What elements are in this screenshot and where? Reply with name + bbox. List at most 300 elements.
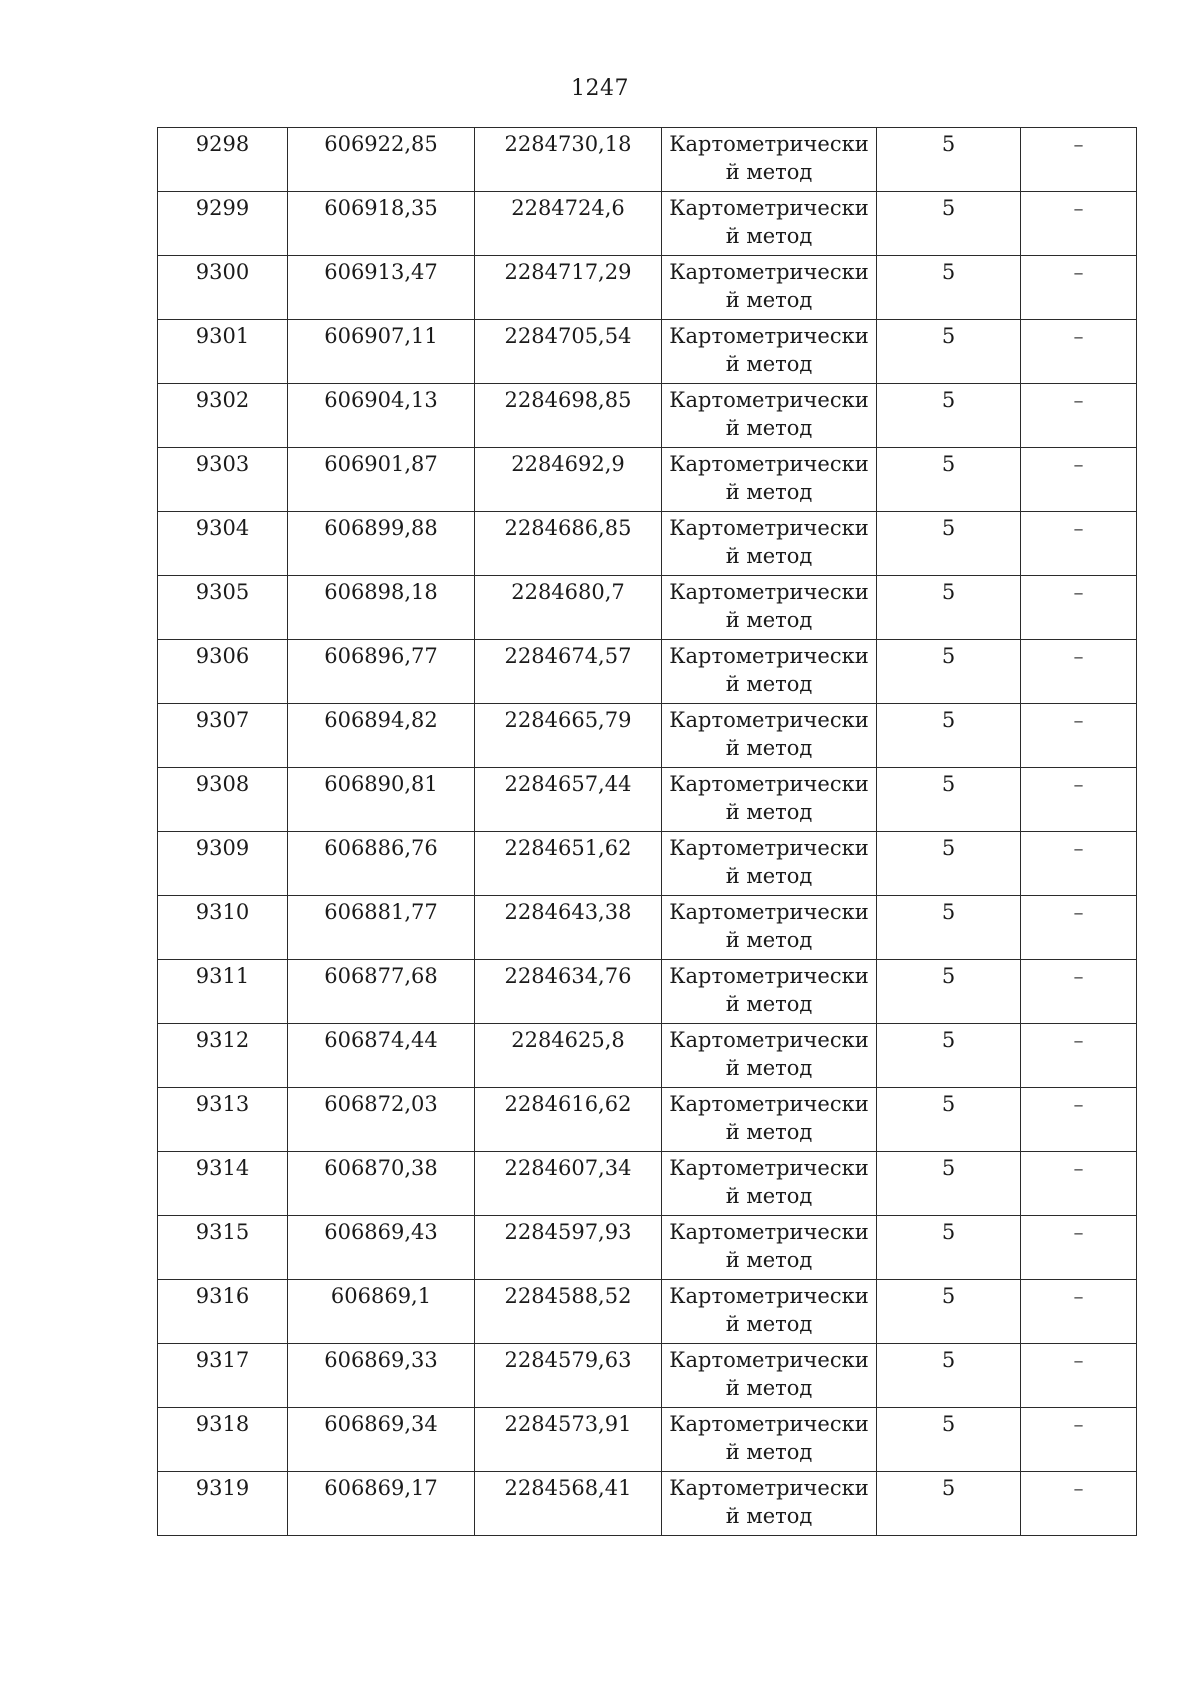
- note-cell: [1021, 256, 1137, 320]
- point-number-text: 9311: [195, 964, 250, 988]
- accuracy-cell: [877, 512, 1021, 576]
- point-number-text: 9314: [195, 1156, 250, 1180]
- point-number-cell: [158, 1216, 288, 1280]
- x-coordinate-cell: [288, 320, 475, 384]
- y-coordinate-cell: [475, 192, 662, 256]
- y-coordinate-cell: [475, 1152, 662, 1216]
- method-text-line2: й метод: [725, 224, 813, 248]
- point-number-text: 9313: [195, 1092, 250, 1116]
- accuracy-text: 5: [941, 900, 956, 924]
- point-number-text: 9317: [195, 1348, 250, 1372]
- y-coordinate-cell: [475, 960, 662, 1024]
- y-coordinate-text: 2284643,38: [504, 900, 632, 924]
- method-text-line2: й метод: [725, 1184, 813, 1208]
- accuracy-cell: [877, 1344, 1021, 1408]
- x-coordinate-text: 606881,77: [324, 900, 438, 924]
- y-coordinate-cell: [475, 448, 662, 512]
- method-cell: [662, 1216, 877, 1280]
- y-coordinate-cell: [475, 320, 662, 384]
- point-number-cell: [158, 320, 288, 384]
- note-cell: [1021, 320, 1137, 384]
- table-row: [158, 832, 1137, 896]
- method-text-line1: Картометрически: [669, 196, 869, 220]
- method-text-line1: Картометрически: [669, 1092, 869, 1116]
- y-coordinate-text: 2284651,62: [504, 836, 632, 860]
- table-row: [158, 704, 1137, 768]
- accuracy-text: 5: [941, 452, 956, 476]
- method-text-line1: Картометрически: [669, 1028, 869, 1052]
- method-text-line1: Картометрически: [669, 1156, 869, 1180]
- y-coordinate-cell: [475, 384, 662, 448]
- accuracy-text: 5: [941, 708, 956, 732]
- method-text-line1: Картометрически: [669, 324, 869, 348]
- accuracy-cell: [877, 192, 1021, 256]
- note-text: –: [1073, 644, 1084, 668]
- y-coordinate-text: 2284607,34: [504, 1156, 632, 1180]
- table-row: [158, 1024, 1137, 1088]
- note-text: –: [1073, 1284, 1084, 1308]
- x-coordinate-cell: [288, 1152, 475, 1216]
- y-coordinate-text: 2284579,63: [504, 1348, 632, 1372]
- note-cell: [1021, 1344, 1137, 1408]
- x-coordinate-text: 606890,81: [324, 772, 438, 796]
- accuracy-cell: [877, 960, 1021, 1024]
- method-cell: [662, 576, 877, 640]
- y-coordinate-cell: [475, 512, 662, 576]
- accuracy-text: 5: [941, 1220, 956, 1244]
- point-number-text: 9303: [195, 452, 250, 476]
- point-number-text: 9304: [195, 516, 250, 540]
- y-coordinate-text: 2284573,91: [504, 1412, 632, 1436]
- y-coordinate-cell: [475, 768, 662, 832]
- y-coordinate-text: 2284625,8: [511, 1028, 625, 1052]
- table-row: [158, 512, 1137, 576]
- point-number-text: 9307: [195, 708, 250, 732]
- note-cell: [1021, 832, 1137, 896]
- note-text: –: [1073, 708, 1084, 732]
- point-number-text: 9305: [195, 580, 250, 604]
- point-number-text: 9306: [195, 644, 250, 668]
- y-coordinate-text: 2284724,6: [511, 196, 625, 220]
- x-coordinate-text: 606894,82: [324, 708, 438, 732]
- point-number-cell: [158, 448, 288, 512]
- method-text-line2: й метод: [725, 416, 813, 440]
- y-coordinate-text: 2284705,54: [504, 324, 632, 348]
- x-coordinate-cell: [288, 384, 475, 448]
- table-row: [158, 896, 1137, 960]
- point-number-cell: [158, 832, 288, 896]
- method-cell: [662, 1088, 877, 1152]
- note-text: –: [1073, 580, 1084, 604]
- method-text-line2: й метод: [725, 352, 813, 376]
- y-coordinate-cell: [475, 1088, 662, 1152]
- method-text-line1: Картометрически: [669, 452, 869, 476]
- note-cell: [1021, 576, 1137, 640]
- point-number-cell: [158, 1408, 288, 1472]
- method-cell: [662, 128, 877, 192]
- accuracy-text: 5: [941, 1092, 956, 1116]
- table-row: [158, 960, 1137, 1024]
- point-number-cell: [158, 384, 288, 448]
- y-coordinate-text: 2284698,85: [504, 388, 632, 412]
- x-coordinate-cell: [288, 768, 475, 832]
- x-coordinate-cell: [288, 1344, 475, 1408]
- method-text-line1: Картометрически: [669, 772, 869, 796]
- accuracy-cell: [877, 1024, 1021, 1088]
- method-text-line1: Картометрически: [669, 1220, 869, 1244]
- y-coordinate-text: 2284588,52: [504, 1284, 632, 1308]
- y-coordinate-text: 2284717,29: [504, 260, 632, 284]
- note-text: –: [1073, 900, 1084, 924]
- note-cell: [1021, 1024, 1137, 1088]
- y-coordinate-text: 2284657,44: [504, 772, 632, 796]
- note-text: –: [1073, 1092, 1084, 1116]
- note-text: –: [1073, 452, 1084, 476]
- method-cell: [662, 448, 877, 512]
- note-text: –: [1073, 1156, 1084, 1180]
- note-cell: [1021, 960, 1137, 1024]
- x-coordinate-text: 606899,88: [324, 516, 438, 540]
- accuracy-text: 5: [941, 132, 956, 156]
- y-coordinate-cell: [475, 1216, 662, 1280]
- note-cell: [1021, 384, 1137, 448]
- accuracy-text: 5: [941, 836, 956, 860]
- x-coordinate-text: 606877,68: [324, 964, 438, 988]
- point-number-text: 9298: [195, 132, 250, 156]
- accuracy-cell: [877, 576, 1021, 640]
- method-text-line2: й метод: [725, 608, 813, 632]
- method-text-line1: Картометрически: [669, 260, 869, 284]
- accuracy-cell: [877, 320, 1021, 384]
- table-row: [158, 1344, 1137, 1408]
- note-cell: [1021, 768, 1137, 832]
- method-cell: [662, 1472, 877, 1536]
- x-coordinate-text: 606870,38: [324, 1156, 438, 1180]
- table-row: [158, 128, 1137, 192]
- method-cell: [662, 1152, 877, 1216]
- x-coordinate-cell: [288, 512, 475, 576]
- x-coordinate-cell: [288, 576, 475, 640]
- note-cell: [1021, 704, 1137, 768]
- method-text-line1: Картометрически: [669, 964, 869, 988]
- point-number-cell: [158, 256, 288, 320]
- method-text-line2: й метод: [725, 1312, 813, 1336]
- method-cell: [662, 1024, 877, 1088]
- accuracy-text: 5: [941, 644, 956, 668]
- point-number-text: 9310: [195, 900, 250, 924]
- y-coordinate-cell: [475, 896, 662, 960]
- table-row: [158, 1088, 1137, 1152]
- method-cell: [662, 896, 877, 960]
- note-text: –: [1073, 260, 1084, 284]
- method-text-line2: й метод: [725, 800, 813, 824]
- method-text-line1: Картометрически: [669, 1476, 869, 1500]
- method-cell: [662, 384, 877, 448]
- x-coordinate-cell: [288, 1088, 475, 1152]
- accuracy-text: 5: [941, 1348, 956, 1372]
- note-cell: [1021, 1216, 1137, 1280]
- method-text-line1: Картометрически: [669, 644, 869, 668]
- accuracy-cell: [877, 1152, 1021, 1216]
- note-text: –: [1073, 772, 1084, 796]
- table-row: [158, 1408, 1137, 1472]
- y-coordinate-text: 2284692,9: [511, 452, 625, 476]
- method-text-line2: й метод: [725, 544, 813, 568]
- note-text: –: [1073, 132, 1084, 156]
- method-cell: [662, 640, 877, 704]
- point-number-cell: [158, 1024, 288, 1088]
- table-row: [158, 768, 1137, 832]
- table-row: [158, 192, 1137, 256]
- note-text: –: [1073, 1348, 1084, 1372]
- y-coordinate-cell: [475, 1024, 662, 1088]
- method-cell: [662, 1408, 877, 1472]
- method-text-line1: Картометрически: [669, 708, 869, 732]
- table-row: [158, 1216, 1137, 1280]
- y-coordinate-text: 2284680,7: [511, 580, 625, 604]
- accuracy-cell: [877, 832, 1021, 896]
- accuracy-text: 5: [941, 1156, 956, 1180]
- note-cell: [1021, 640, 1137, 704]
- x-coordinate-text: 606869,34: [324, 1412, 438, 1436]
- note-text: –: [1073, 1412, 1084, 1436]
- y-coordinate-cell: [475, 704, 662, 768]
- note-text: –: [1073, 1476, 1084, 1500]
- x-coordinate-cell: [288, 1408, 475, 1472]
- y-coordinate-cell: [475, 640, 662, 704]
- table-row: [158, 320, 1137, 384]
- table-row: [158, 1280, 1137, 1344]
- x-coordinate-cell: [288, 1472, 475, 1536]
- method-text-line2: й метод: [725, 1376, 813, 1400]
- x-coordinate-cell: [288, 256, 475, 320]
- point-number-cell: [158, 1280, 288, 1344]
- accuracy-cell: [877, 640, 1021, 704]
- note-text: –: [1073, 964, 1084, 988]
- note-cell: [1021, 896, 1137, 960]
- point-number-text: 9302: [195, 388, 250, 412]
- x-coordinate-text: 606907,11: [324, 324, 438, 348]
- note-cell: [1021, 128, 1137, 192]
- table-row: [158, 1152, 1137, 1216]
- accuracy-text: 5: [941, 964, 956, 988]
- table-row: [158, 640, 1137, 704]
- page-number: 1247: [571, 76, 629, 101]
- method-cell: [662, 320, 877, 384]
- x-coordinate-text: 606869,33: [324, 1348, 438, 1372]
- y-coordinate-cell: [475, 1408, 662, 1472]
- point-number-cell: [158, 960, 288, 1024]
- accuracy-cell: [877, 768, 1021, 832]
- point-number-cell: [158, 768, 288, 832]
- x-coordinate-text: 606901,87: [324, 452, 438, 476]
- x-coordinate-cell: [288, 1280, 475, 1344]
- accuracy-text: 5: [941, 1476, 956, 1500]
- note-text: –: [1073, 324, 1084, 348]
- note-cell: [1021, 192, 1137, 256]
- note-text: –: [1073, 516, 1084, 540]
- point-number-cell: [158, 576, 288, 640]
- point-number-text: 9309: [195, 836, 250, 860]
- y-coordinate-cell: [475, 1280, 662, 1344]
- point-number-cell: [158, 512, 288, 576]
- point-number-text: 9308: [195, 772, 250, 796]
- point-number-text: 9319: [195, 1476, 250, 1500]
- accuracy-text: 5: [941, 1284, 956, 1308]
- x-coordinate-text: 606913,47: [324, 260, 438, 284]
- note-cell: [1021, 1088, 1137, 1152]
- method-cell: [662, 1280, 877, 1344]
- table-row: [158, 576, 1137, 640]
- point-number-cell: [158, 640, 288, 704]
- method-cell: [662, 960, 877, 1024]
- point-number-cell: [158, 192, 288, 256]
- table-row: [158, 384, 1137, 448]
- method-text-line1: Картометрически: [669, 1284, 869, 1308]
- point-number-text: 9299: [195, 196, 250, 220]
- y-coordinate-text: 2284634,76: [504, 964, 632, 988]
- method-cell: [662, 704, 877, 768]
- table-body: [158, 128, 1137, 1536]
- accuracy-cell: [877, 128, 1021, 192]
- note-text: –: [1073, 1028, 1084, 1052]
- method-text-line1: Картометрически: [669, 516, 869, 540]
- y-coordinate-text: 2284674,57: [504, 644, 632, 668]
- method-text-line1: Картометрически: [669, 900, 869, 924]
- method-text-line2: й метод: [725, 288, 813, 312]
- x-coordinate-text: 606869,1: [330, 1284, 432, 1308]
- method-text-line2: й метод: [725, 992, 813, 1016]
- method-cell: [662, 256, 877, 320]
- accuracy-text: 5: [941, 1028, 956, 1052]
- note-cell: [1021, 1280, 1137, 1344]
- accuracy-cell: [877, 1088, 1021, 1152]
- y-coordinate-text: 2284597,93: [504, 1220, 632, 1244]
- coordinates-table: [157, 127, 1137, 1536]
- x-coordinate-text: 606896,77: [324, 644, 438, 668]
- point-number-text: 9300: [195, 260, 250, 284]
- note-text: –: [1073, 196, 1084, 220]
- method-cell: [662, 832, 877, 896]
- x-coordinate-text: 606898,18: [324, 580, 438, 604]
- x-coordinate-cell: [288, 192, 475, 256]
- y-coordinate-cell: [475, 1472, 662, 1536]
- y-coordinate-cell: [475, 576, 662, 640]
- accuracy-cell: [877, 384, 1021, 448]
- x-coordinate-text: 606886,76: [324, 836, 438, 860]
- note-cell: [1021, 1152, 1137, 1216]
- x-coordinate-text: 606904,13: [324, 388, 438, 412]
- method-text-line2: й метод: [725, 1248, 813, 1272]
- x-coordinate-text: 606918,35: [324, 196, 438, 220]
- x-coordinate-text: 606874,44: [324, 1028, 438, 1052]
- method-text-line2: й метод: [725, 160, 813, 184]
- y-coordinate-text: 2284616,62: [504, 1092, 632, 1116]
- x-coordinate-text: 606872,03: [324, 1092, 438, 1116]
- point-number-cell: [158, 896, 288, 960]
- method-text-line2: й метод: [725, 1120, 813, 1144]
- accuracy-text: 5: [941, 772, 956, 796]
- table-row: [158, 256, 1137, 320]
- table-row: [158, 1472, 1137, 1536]
- y-coordinate-text: 2284730,18: [504, 132, 632, 156]
- point-number-cell: [158, 128, 288, 192]
- point-number-cell: [158, 1088, 288, 1152]
- method-text-line1: Картометрически: [669, 132, 869, 156]
- x-coordinate-cell: [288, 128, 475, 192]
- x-coordinate-cell: [288, 1216, 475, 1280]
- accuracy-cell: [877, 1216, 1021, 1280]
- point-number-text: 9301: [195, 324, 250, 348]
- note-cell: [1021, 1408, 1137, 1472]
- accuracy-cell: [877, 448, 1021, 512]
- accuracy-text: 5: [941, 260, 956, 284]
- note-cell: [1021, 512, 1137, 576]
- method-text-line1: Картометрически: [669, 1348, 869, 1372]
- method-text-line1: Картометрически: [669, 388, 869, 412]
- accuracy-text: 5: [941, 196, 956, 220]
- accuracy-cell: [877, 256, 1021, 320]
- accuracy-text: 5: [941, 324, 956, 348]
- method-text-line2: й метод: [725, 1440, 813, 1464]
- y-coordinate-cell: [475, 128, 662, 192]
- accuracy-text: 5: [941, 516, 956, 540]
- accuracy-cell: [877, 1472, 1021, 1536]
- method-text-line2: й метод: [725, 1504, 813, 1528]
- point-number-cell: [158, 1344, 288, 1408]
- method-text-line2: й метод: [725, 928, 813, 952]
- method-text-line2: й метод: [725, 1056, 813, 1080]
- accuracy-cell: [877, 896, 1021, 960]
- y-coordinate-text: 2284665,79: [504, 708, 632, 732]
- accuracy-cell: [877, 1408, 1021, 1472]
- x-coordinate-cell: [288, 640, 475, 704]
- x-coordinate-text: 606922,85: [324, 132, 438, 156]
- point-number-cell: [158, 1472, 288, 1536]
- method-text-line2: й метод: [725, 736, 813, 760]
- y-coordinate-text: 2284568,41: [504, 1476, 632, 1500]
- note-text: –: [1073, 388, 1084, 412]
- note-cell: [1021, 1472, 1137, 1536]
- x-coordinate-text: 606869,17: [324, 1476, 438, 1500]
- method-text-line1: Картометрически: [669, 836, 869, 860]
- method-text-line1: Картометрически: [669, 1412, 869, 1436]
- point-number-text: 9315: [195, 1220, 250, 1244]
- accuracy-cell: [877, 1280, 1021, 1344]
- method-text-line2: й метод: [725, 864, 813, 888]
- x-coordinate-cell: [288, 704, 475, 768]
- accuracy-cell: [877, 704, 1021, 768]
- accuracy-text: 5: [941, 1412, 956, 1436]
- accuracy-text: 5: [941, 580, 956, 604]
- method-text-line2: й метод: [725, 672, 813, 696]
- method-cell: [662, 512, 877, 576]
- y-coordinate-cell: [475, 256, 662, 320]
- x-coordinate-cell: [288, 896, 475, 960]
- table-row: [158, 448, 1137, 512]
- point-number-cell: [158, 1152, 288, 1216]
- x-coordinate-cell: [288, 960, 475, 1024]
- point-number-text: 9316: [195, 1284, 250, 1308]
- method-cell: [662, 768, 877, 832]
- note-text: –: [1073, 1220, 1084, 1244]
- y-coordinate-text: 2284686,85: [504, 516, 632, 540]
- note-text: –: [1073, 836, 1084, 860]
- x-coordinate-text: 606869,43: [324, 1220, 438, 1244]
- x-coordinate-cell: [288, 448, 475, 512]
- y-coordinate-cell: [475, 1344, 662, 1408]
- y-coordinate-cell: [475, 832, 662, 896]
